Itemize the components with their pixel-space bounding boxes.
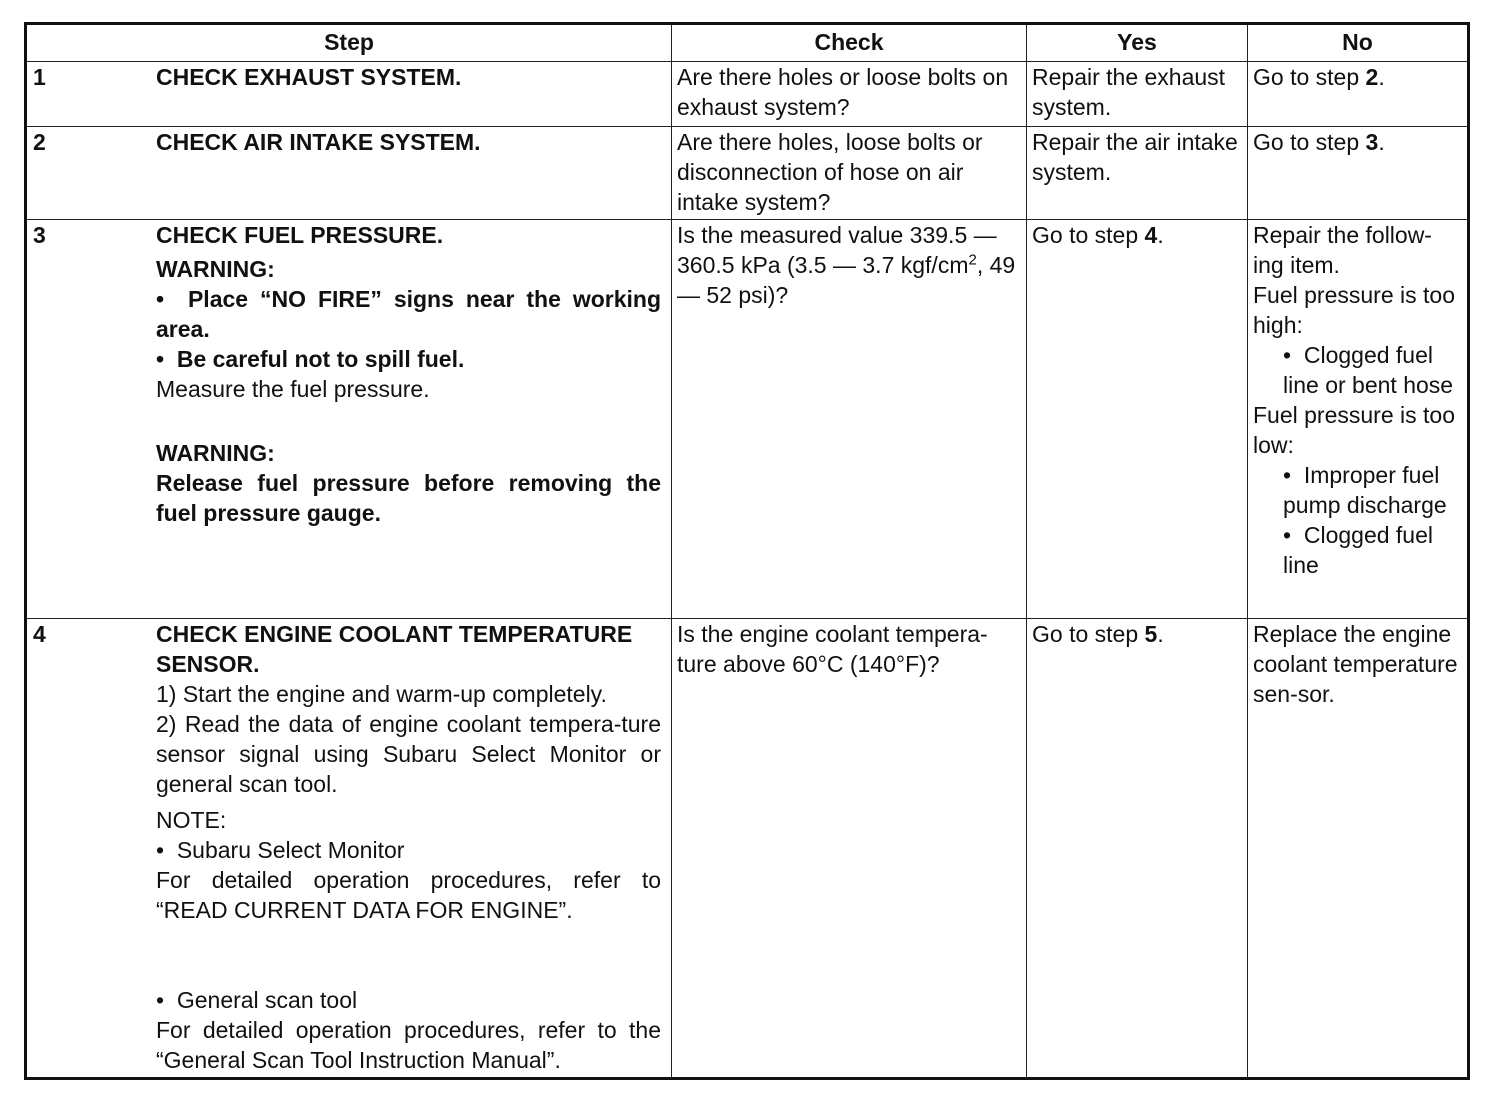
superscript: 2: [968, 251, 977, 269]
step-ref: 3: [1365, 129, 1379, 155]
yes-cell: Repair the air intake system.: [1027, 127, 1248, 220]
substep: 1) Start the engine and warm-up completely.: [156, 681, 607, 707]
check-cell: Are there holes or loose bolts on exhaust system?: [672, 62, 1027, 127]
note-bullet: • General scan tool: [156, 987, 358, 1013]
no-text: Go to step: [1253, 64, 1366, 90]
no-low-label: Fuel pressure is too low:: [1253, 402, 1455, 458]
note-bullet: • Subaru Select Monitor: [156, 837, 405, 863]
table-header-row: [26, 24, 1469, 62]
table-row: [26, 220, 1469, 619]
no-cell: [1248, 62, 1469, 127]
check-cell: Are there holes, loose bolts or disconnection of hose on air intake system?: [672, 127, 1027, 220]
warning-bullet: • Place “NO FIRE” signs near the working area.: [156, 286, 661, 342]
header-step: Step: [26, 24, 672, 62]
table-row: [26, 619, 1469, 1079]
yes-cell: Repair the exhaust system.: [1027, 62, 1248, 127]
step-cell: [26, 619, 672, 1079]
table-row: [26, 127, 1469, 220]
header-yes: Yes: [1027, 24, 1248, 62]
step-number: 2: [33, 129, 46, 155]
step-ref: 2: [1365, 64, 1379, 90]
check-cell: Is the measured value 339.5 — 360.5 kPa (3.5 — 3.7 kgf/$cm^2$, 49 — 52 psi)?: [672, 220, 1027, 619]
step-ref: 4: [1144, 222, 1158, 248]
no-suffix: .: [1378, 129, 1385, 155]
check-cell: Is the engine coolant tempera-ture above 60°C (140°F)?: [672, 619, 1027, 1079]
step-cell: [26, 127, 672, 220]
yes-cell: Go to step 4.: [1027, 220, 1248, 619]
yes-cell: Go to step 5.: [1027, 619, 1248, 1079]
no-high-item: • Clogged fuel line or bent hose: [1283, 342, 1454, 398]
diagnostic-table: [24, 22, 1470, 1080]
step-title: CHECK AIR INTAKE SYSTEM.: [156, 129, 481, 155]
step-cell: [26, 220, 672, 619]
no-text: Go to step: [1253, 129, 1366, 155]
table-row: [26, 62, 1469, 127]
warning-text: Release fuel pressure before removing the fuel pressure gauge.: [156, 470, 661, 526]
step-title: CHECK FUEL PRESSURE.: [156, 222, 444, 248]
note-label: NOTE:: [156, 807, 227, 833]
step-cell: [26, 62, 672, 127]
no-high-label: Fuel pressure is too high:: [1253, 282, 1455, 338]
substep: 2) Read the data of engine coolant tempera-ture sensor signal using Subaru Select Monitor or general scan tool.: [156, 711, 661, 797]
note-text: For detailed operation procedures, refer to the “General Scan Tool Instruction Manual”.: [156, 1017, 661, 1073]
step-number: 4: [33, 621, 46, 647]
warning-bullet: • Be careful not to spill fuel.: [156, 346, 465, 372]
instruction-text: Measure the fuel pressure.: [156, 376, 430, 402]
warning-label: WARNING:: [156, 440, 275, 466]
no-low-item: • Clogged fuel line: [1283, 522, 1433, 578]
step-title: CHECK ENGINE COOLANT TEMPERATURE SENSOR.: [156, 621, 633, 677]
step-number: 1: [33, 64, 46, 90]
warning-label: WARNING:: [156, 256, 275, 282]
header-check: Check: [672, 24, 1027, 62]
no-low-item: • Improper fuel pump discharge: [1283, 462, 1447, 518]
no-cell: Replace the engine coolant temperature sen-sor.: [1248, 619, 1469, 1079]
no-cell: [1248, 127, 1469, 220]
no-cell: [1248, 220, 1469, 619]
step-title: CHECK EXHAUST SYSTEM.: [156, 64, 462, 90]
step-number: 3: [33, 222, 46, 248]
no-suffix: .: [1378, 64, 1385, 90]
no-intro: Repair the follow-ing item.: [1253, 222, 1432, 278]
header-no: No: [1248, 24, 1469, 62]
step-ref: 5: [1144, 621, 1158, 647]
note-text: For detailed operation procedures, refer to “READ CURRENT DATA FOR ENGINE”.: [156, 867, 661, 923]
